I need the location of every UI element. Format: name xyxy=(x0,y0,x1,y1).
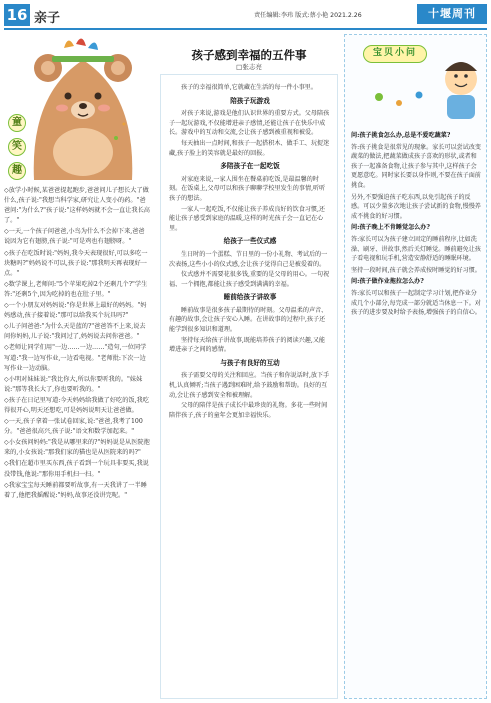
page-number: 16 xyxy=(4,4,30,26)
joke-paragraph: ◇一天,一个孩子问爸爸,小鸟为什么不会掉下来,爸爸说因为它有翅膀,孩子说:"可是鸡也有翅膀呀。" xyxy=(4,228,145,246)
qa-section-title: 宝贝小问 xyxy=(363,45,427,63)
qa-answer: 答:家长可以为孩子建立固定的睡前程序,比如洗澡、刷牙、讲故事,然后关灯睡觉。睡前避免让孩子看电视和玩手机,营造安静舒适的睡眠环境。 xyxy=(351,235,481,263)
article-paragraph: 生日时的一个蛋糕、节日里的一份小礼物、考试后的一次表扬,这些小小的仪式感,会让孩子觉得自己是被爱着的。 xyxy=(169,250,328,268)
article-paragraph: 坚持每天给孩子讲故事,既能培养孩子的阅读兴趣,又能增进亲子之间的感情。 xyxy=(169,336,326,354)
jokes-text xyxy=(4,186,150,502)
joke-paragraph: ◇小女孩问妈妈:"我是从哪里来的?"妈妈说是从医院抱来的,小女孩说:"那我们家的猫也是从医院来的吗?" xyxy=(4,439,150,457)
joke-paragraph: ◇小明对妹妹说:"我比你大,所以你要听我的。"妹妹说:"那等我长大了,你也要听我的。" xyxy=(4,375,143,393)
vertical-column-title xyxy=(8,114,26,186)
page-header xyxy=(0,0,491,30)
qa-answer: 答:孩子挑食是很常见的现象。家长可以尝试改变蔬菜的做法,把蔬菜做成孩子喜欢的形状,或者和孩子一起准备食物,让孩子参与其中,这样孩子会更愿意吃。同时家长要以身作则,不要在孩子面前挑食。 xyxy=(351,143,482,189)
article-paragraph: 孩子需要父母的关注和回应。当孩子和你说话时,放下手机,认真倾听;当孩子遇到困难时,给予鼓励和帮助。良好的互动,会让孩子感到安全和被理解。 xyxy=(169,372,330,399)
article-paragraph: 睡前故事是很多孩子最期待的时刻。父母温柔的声音、有趣的故事,会让孩子安心入睡。在讲故事的过程中,孩子还能学到很多知识和道理。 xyxy=(169,306,328,334)
qa-question: 问:孩子挑食怎么办,总是不爱吃蔬菜? xyxy=(351,132,451,139)
section-name: 亲子 xyxy=(34,11,61,26)
article-paragraph: 对家庭来说,一家人围坐在餐桌前吃饭,是最温馨的时刻。在饭桌上,父母可以和孩子聊聊学校里发生的事情,听听孩子的想法。 xyxy=(169,175,326,202)
qa-answer-extra: 另外,不要强迫孩子吃东西,以免引起孩子的反感。可以少量多次地让孩子尝试新的食物,慢慢养成不挑食的好习惯。 xyxy=(351,193,481,220)
article-paragraph: 仪式感并不需要花很多钱,重要的是父母的用心。一句祝福、一个拥抱,都能让孩子感受到满满的幸福。 xyxy=(169,271,330,288)
joke-paragraph: ◇儿子问爸爸:"为什么天是蓝的?"爸爸答不上来,说去问你妈妈,儿子说:"我问过了,妈妈说去问你爸爸。" xyxy=(4,323,146,341)
article-title-block xyxy=(160,34,338,74)
joke-paragraph: ◇我们在超市里买东西,孩子看到一个玩具非要买,我说没带钱,他说:"那你用手机扫一扫。" xyxy=(4,460,149,478)
article-paragraph: 每天抽出一点时间,和孩子一起搭积木、做手工、玩捉迷藏,孩子脸上的笑容就是最好的回报。 xyxy=(169,139,330,157)
vertical-title-char: 趣 xyxy=(8,162,26,180)
article-subheading: 与孩子有良好的互动 xyxy=(220,358,280,367)
article-subheading: 给孩子一些仪式感 xyxy=(223,237,277,246)
qa-question: 问:孩子做作业拖拉怎么办? xyxy=(351,278,424,286)
joke-paragraph: ◇一天,孩子拿着一张试卷回家,说:"爸爸,我考了100分。"爸爸很高兴,孩子说:"语文和数学加起来。" xyxy=(4,418,143,436)
article-subheading: 睡前给孩子讲故事 xyxy=(223,293,277,302)
vertical-title-char: 笑 xyxy=(8,138,26,156)
joke-paragraph: ◇一个小朋友对妈妈说:"你是世界上最好的妈妈。"妈妈感动,孩子接着说:"那可以给我买个玩具吗?" xyxy=(4,302,147,320)
article-body-frame xyxy=(160,74,338,699)
qa-column xyxy=(344,34,487,699)
qa-answer: 答:家长可以和孩子一起制定学习计划,把作业分成几个小部分,每完成一部分就适当休息一下。对孩子的进步要及时给予表扬,增强孩子的自信心。 xyxy=(351,289,481,317)
joke-paragraph: ◇数学课上,老师问:"5个苹果吃掉2个还剩几个?"学生答:"还剩5个,因为吃掉的也在肚子里。" xyxy=(4,280,148,298)
article-paragraph: 对孩子来说,游戏是他们认识世界的重要方式。父母陪孩子一起玩游戏,不仅能增进亲子感情,还能让孩子在快乐中成长。游戏中的互动和交流,会让孩子感到被重视和被爱。 xyxy=(169,110,330,137)
qa-header xyxy=(349,39,482,123)
qa-answer-extra: 坚持一段时间,孩子就会养成按时睡觉的好习惯。 xyxy=(351,266,481,274)
paper-brand: 十堰周刊 xyxy=(417,4,487,24)
article-paragraph: 父母的陪伴是孩子成长中最珍贵的礼物。多花一些时间陪伴孩子,孩子的童年会更加幸福快乐。 xyxy=(169,402,328,419)
article-byline: □张志亮 xyxy=(236,63,262,71)
joke-paragraph: ◇老师让同学们用"一边……一边……"造句,一位同学写道:"我一边写作业,一边看电视。"老师批:下次一边写作业一边动脑。 xyxy=(4,344,147,372)
article-subheading: 多陪孩子在一起吃饭 xyxy=(220,162,280,171)
vertical-title-char: 童 xyxy=(8,114,26,132)
article-paragraph: 一家人一起吃饭,不仅能让孩子养成良好的饮食习惯,还能让孩子感受到家庭的温暖,这样的时光孩子会一直记在心里。 xyxy=(169,205,326,232)
header-rule xyxy=(4,28,487,30)
qa-question: 问:孩子晚上不肯睡觉怎么办? xyxy=(351,224,430,232)
bear-illustration xyxy=(4,34,152,182)
article-title: 孩子感到幸福的五件事 xyxy=(191,48,307,62)
joke-paragraph: ◇我家宝宝每天睡前都要听故事,有一天我讲了一半睡着了,他把我摇醒说:"妈妈,故事还没讲完呢。" xyxy=(4,481,147,499)
article-body xyxy=(169,83,331,421)
left-column xyxy=(4,34,152,699)
article-subheading: 陪孩子玩游戏 xyxy=(230,96,270,105)
joke-paragraph: ◇孩子在日记里写道:今天妈妈给我做了好吃的饭,我吃得很开心,明天还想吃,可是妈妈说明天让爸爸做。 xyxy=(4,396,149,414)
editors-line: 责任编辑:李玮 版式:蔡小艳 2021.2.26 xyxy=(254,12,362,19)
qa-body xyxy=(351,131,482,320)
article-paragraph: 孩子的幸福很简单,它就藏在生活的每一件小事里。 xyxy=(181,84,317,91)
joke-paragraph: ◇放学小时候,某爸爸提起跑步,爸爸问儿子想长大了做什么,孩子说:"我想当科学家,研究让人变小的药。"爸爸问:"为什么?"孩子说:"这样妈妈就不会一直让我长高了。" xyxy=(4,187,150,225)
joke-paragraph: ◇孩子在吃饭时说:"妈妈,我今天表现很好,可以多吃一块糖吗?"妈妈说不可以,孩子说:"那我明天再表现好一点。" xyxy=(4,249,148,277)
